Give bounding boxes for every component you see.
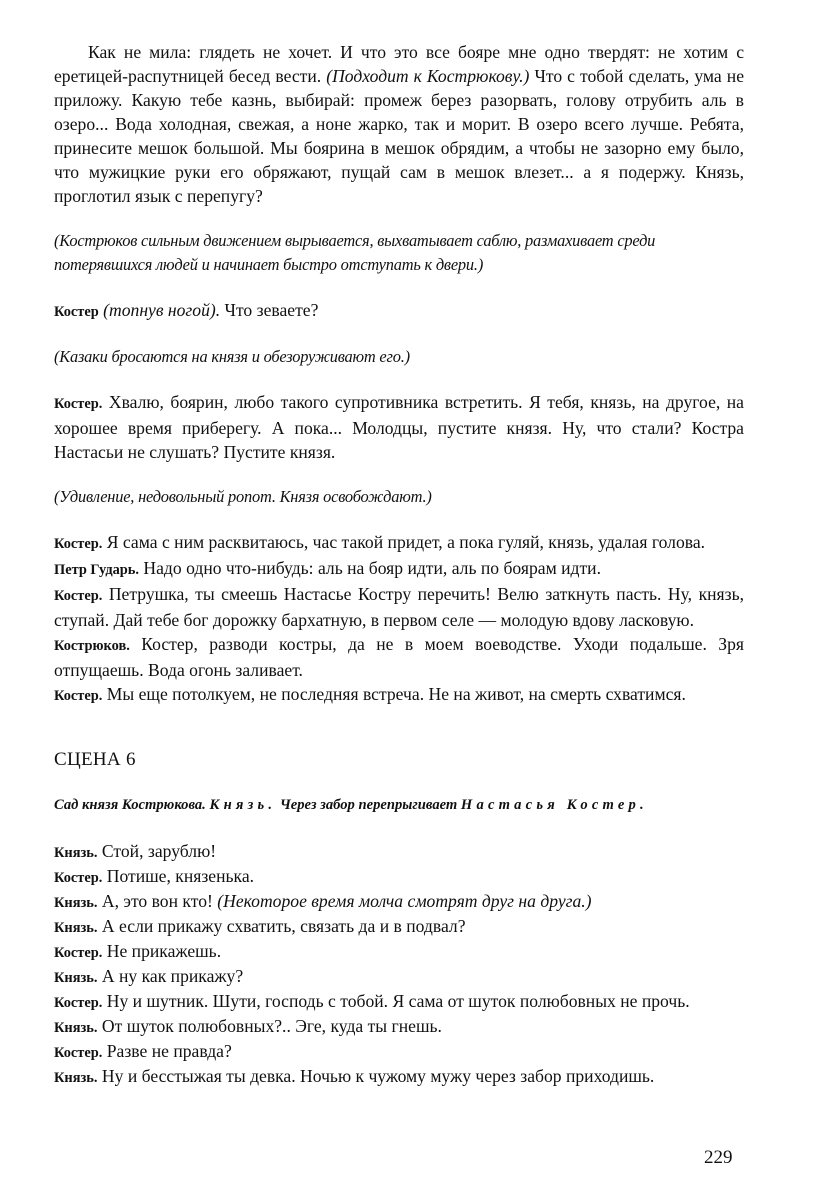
speaker-name: Костер. [54, 688, 103, 704]
dialogue-line [54, 915, 744, 940]
speaker-name: Костер. [54, 396, 103, 412]
dialogue-line [54, 840, 744, 865]
speaker-name: Костер. [54, 536, 103, 552]
speaker-name: Костер. [54, 588, 103, 604]
speech-text: Мы еще потолкуем, не последняя встреча. Не на живот, на смерть схватимся. [102, 684, 686, 704]
setting-action: Через забор перепрыгивает [276, 797, 461, 813]
speech-text: А, это вон кто! [97, 891, 218, 911]
opening-paragraph [54, 40, 744, 208]
speech-text: От шуток полюбовных?.. Эге, куда ты гнешь. [97, 1016, 442, 1036]
speaker-name: Костер. [54, 1045, 103, 1061]
speech-text: Ну и шутник. Шути, господь с тобой. Я сама от шуток полюбовных не прочь. [102, 991, 690, 1011]
dialogue-line [54, 990, 744, 1015]
speaker-name: Князь. [54, 970, 98, 986]
speech-stage-direction: (топнув ногой). [98, 300, 221, 320]
setting-character-1: Князь. [209, 797, 277, 813]
speech-text: Я сама с ним расквитаюсь, час такой придет, а пока гуляй, князь, удалая голова. [102, 532, 706, 552]
speech-text: Петрушка, ты смеешь Настасье Костру перечить! Велю заткнуть пасть. Ну, князь, ступай. Дай тебе бог дорожку бархатную, в первом селе — молодую вдову ласковую. [54, 584, 744, 630]
speech-text: Что зеваете? [220, 300, 319, 320]
dialogue-block-1 [54, 530, 744, 708]
stage-direction-3: (Удивление, недовольный ропот. Князя освобождают.) [54, 487, 432, 506]
page-body [54, 40, 744, 1090]
opening-text-1: Как не мила: глядеть не хочет. И что это все бояре мне одно твердят: не хотим с еретицей-распутницей бесед вести. [54, 42, 744, 86]
speech-text: Потише, князенька. [102, 866, 255, 886]
speech-text: Костер, разводи костры, да не в моем воеводстве. Уходи подальше. Зря отпущаешь. Вода огонь заливает. [54, 634, 744, 680]
speaker-name: Костер. [54, 995, 103, 1011]
stage-direction-1: (Кострюков сильным движением вырывается, выхватывает саблю, размахивает среди потерявшихся людей и начинает быстро отступать к двери.) [54, 231, 656, 274]
opening-text-2: Что с тобой сделать, ума не приложу. Какую тебе казнь, выбирай: промеж берез разорвать, голову отрубить аль в озеро... Вода холодная, свежая, а ноне жарко, так и морит. В озеро всего лучше. Ребята, принесите мешок большой. Мы боярина в мешок обрядим, а чтобы не зазорно ему было, что мужицкие руки его обряжают, пущай сам в мешок влезет... а я подержу. Князь, проглотил язык с перепугу? [54, 66, 745, 206]
setting-place: Сад князя Кострюкова. [54, 797, 210, 813]
dialogue-line [54, 1040, 744, 1065]
dialogue-line [54, 1065, 744, 1090]
scene-title: СЦЕНА 6 [54, 749, 136, 770]
speech-koster-2 [54, 390, 744, 464]
page-number: 229 [704, 1147, 733, 1168]
speaker-name: Князь. [54, 920, 98, 936]
dialogue-line [54, 582, 744, 632]
scene-setting [54, 793, 744, 817]
speaker-name: Кострюков. [54, 638, 130, 654]
speaker-name: Костер. [54, 945, 103, 961]
dialogue-line [54, 530, 744, 556]
dialogue-line [54, 682, 744, 708]
dialogue-block-2 [54, 840, 744, 1090]
speaker-name: Костер. [54, 870, 103, 886]
dialogue-line [54, 965, 744, 990]
speech-text: Хвалю, боярин, любо такого супротивника встретить. Я тебя, князь, на другое, на хорошее время приберегу. А пока... Молодцы, пустите князя. Ну, что стали? Костра Настасьи не слушать? Пустите князя. [54, 392, 744, 462]
speaker-name: Князь. [54, 845, 98, 861]
dialogue-line [54, 865, 744, 890]
speaker-name: Костер [54, 304, 99, 320]
dialogue-line [54, 1015, 744, 1040]
speaker-name: Князь. [54, 1020, 98, 1036]
speaker-name: Петр Гударь. [54, 562, 140, 578]
dialogue-line [54, 890, 744, 915]
dialogue-line [54, 556, 744, 582]
setting-character-2: Настасья Костер. [460, 797, 648, 813]
speech-text: Надо одно что-нибудь: аль на бояр идти, аль по боярам идти. [139, 558, 601, 578]
speech-koster-1 [54, 298, 744, 324]
stage-direction-2: (Казаки бросаются на князя и обезоруживают его.) [54, 347, 410, 366]
speech-text: Ну и бесстыжая ты девка. Ночью к чужому мужу через забор приходишь. [97, 1066, 655, 1086]
opening-stage-direction: (Подходит к Кострюкову.) [326, 66, 530, 86]
speech-text: Разве не правда? [102, 1041, 232, 1061]
dialogue-line [54, 632, 744, 682]
speech-stage-direction: (Некоторое время молча смотрят друг на друга.) [217, 891, 592, 911]
dialogue-line [54, 940, 744, 965]
speech-text: А если прикажу схватить, связать да и в подвал? [97, 916, 466, 936]
speech-text: А ну как прикажу? [97, 966, 244, 986]
speech-text: Стой, зарублю! [97, 841, 217, 861]
speaker-name: Князь. [54, 895, 98, 911]
speech-text: Не прикажешь. [102, 941, 222, 961]
speaker-name: Князь. [54, 1070, 98, 1086]
